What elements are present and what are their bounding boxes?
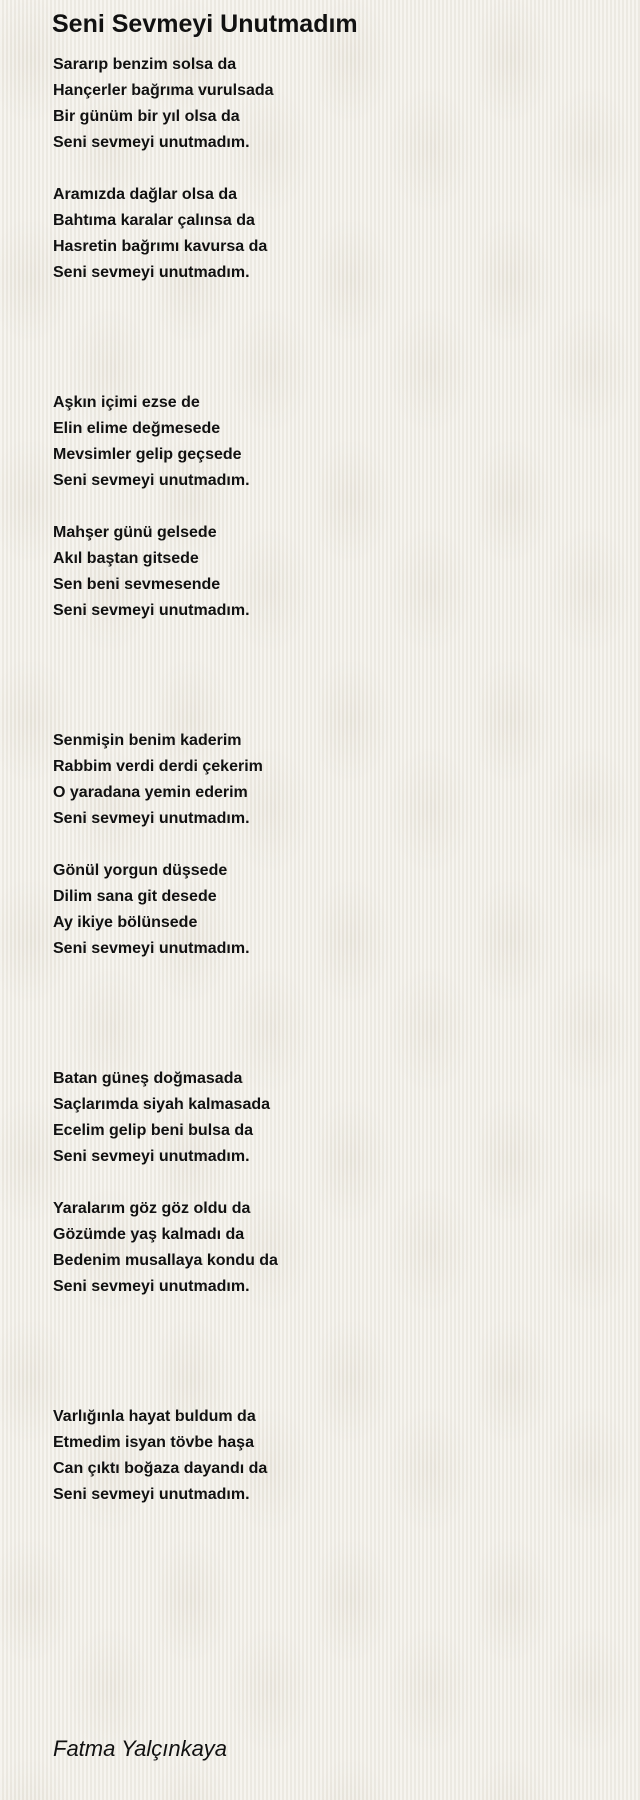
poem-line: Seni sevmeyi unutmadım.	[53, 940, 250, 957]
poem-line: Seni sevmeyi unutmadım.	[53, 1278, 250, 1295]
stanza-gap	[53, 156, 613, 182]
stanza	[53, 858, 613, 962]
poem-line: Can çıktı boğaza dayandı da	[53, 1460, 268, 1477]
stanza	[53, 1066, 613, 1170]
poem-line: Hasretin bağrımı kavursa da	[53, 238, 268, 255]
poem-line: Seni sevmeyi unutmadım.	[53, 134, 250, 151]
poem-line: Mahşer günü gelsede	[53, 524, 217, 541]
poem-line: Seni sevmeyi unutmadım.	[53, 810, 250, 827]
poem-line: Seni sevmeyi unutmadım.	[53, 472, 250, 489]
poem-line: Senmişin benim kaderim	[53, 732, 242, 749]
poem-line: Seni sevmeyi unutmadım.	[53, 602, 250, 619]
poem-line: Yaralarım göz göz oldu da	[53, 1200, 251, 1217]
stanza	[53, 520, 613, 624]
poem-line: Seni sevmeyi unutmadım.	[53, 1486, 250, 1503]
section-gap	[53, 286, 613, 390]
poem-line: O yaradana yemin ederim	[53, 784, 248, 801]
poem-body	[53, 52, 613, 1508]
stanza-gap	[53, 832, 613, 858]
stanza	[53, 728, 613, 832]
poem-line: Ecelim gelip beni bulsa da	[53, 1122, 254, 1139]
poem-line: Bedenim musallaya kondu da	[53, 1252, 278, 1269]
poem-line: Akıl baştan gitsede	[53, 550, 199, 567]
poem-line: Hançerler bağrıma vurulsada	[53, 82, 274, 99]
poem-line: Seni sevmeyi unutmadım.	[53, 264, 250, 281]
poem-line: Bahtıma karalar çalınsa da	[53, 212, 255, 229]
poem-author: Fatma Yalçınkaya	[53, 1736, 228, 1761]
stanza-gap	[53, 494, 613, 520]
poem-line: Rabbim verdi derdi çekerim	[53, 758, 263, 775]
poem-line: Varlığınla hayat buldum da	[53, 1408, 256, 1425]
poem-line: Gönül yorgun düşsede	[53, 862, 228, 879]
section-gap	[53, 962, 613, 1066]
stanza	[53, 1196, 613, 1300]
stanza	[53, 390, 613, 494]
poem-line: Gözümde yaş kalmadı da	[53, 1226, 245, 1243]
poem-line: Saçlarımda siyah kalmasada	[53, 1096, 271, 1113]
section-gap	[53, 624, 613, 728]
poem-line: Aşkın içimi ezse de	[53, 394, 200, 411]
section-gap	[53, 1300, 613, 1404]
poem-line: Sen beni sevmesende	[53, 576, 221, 593]
stanza	[53, 182, 613, 286]
poem-line: Etmedim isyan tövbe haşa	[53, 1434, 254, 1451]
poem-line: Sararıp benzim solsa da	[53, 56, 237, 73]
stanza	[53, 52, 613, 156]
poem-line: Aramızda dağlar olsa da	[53, 186, 238, 203]
poem-line: Bir günüm bir yıl olsa da	[53, 108, 240, 125]
poem-line: Ay ikiye bölünsede	[53, 914, 198, 931]
poem-title: Seni Sevmeyi Unutmadım	[52, 10, 358, 38]
poem-line: Mevsimler gelip geçsede	[53, 446, 242, 463]
poem-line: Dilim sana git desede	[53, 888, 217, 905]
poem-line: Elin elime değmesede	[53, 420, 221, 437]
stanza-gap	[53, 1170, 613, 1196]
poem-line: Batan güneş doğmasada	[53, 1070, 243, 1087]
poem-line: Seni sevmeyi unutmadım.	[53, 1148, 250, 1165]
stanza	[53, 1404, 613, 1508]
